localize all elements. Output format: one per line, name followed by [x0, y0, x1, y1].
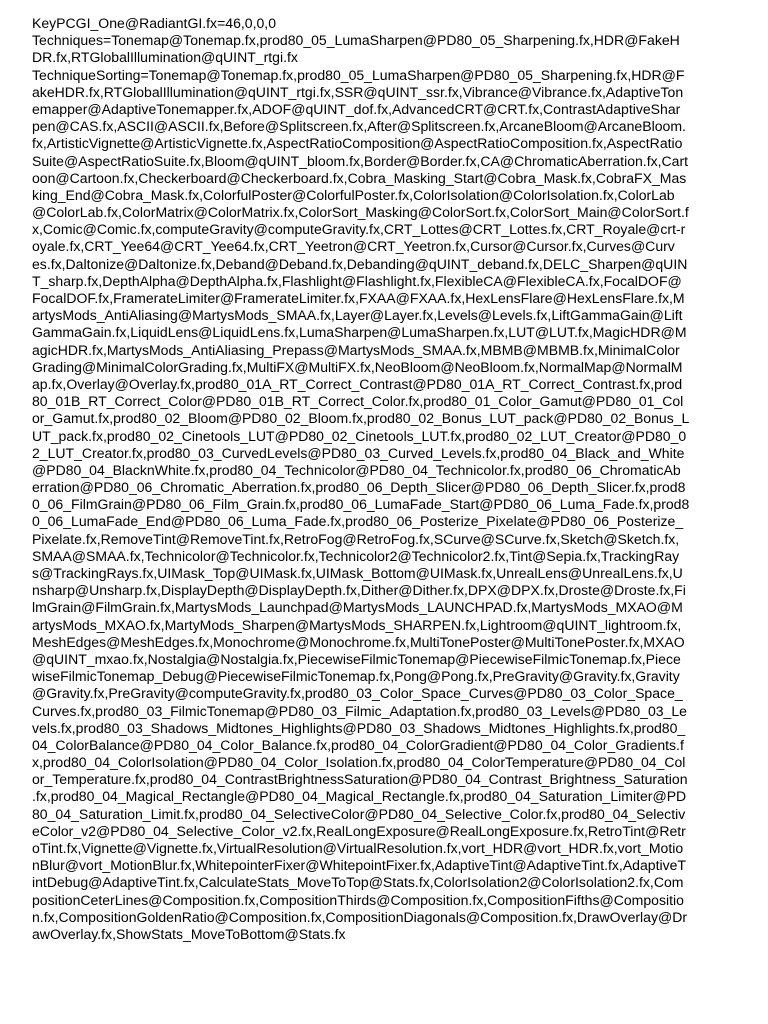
document-line: awOverlay.fx,ShowStats_MoveToBottom@Stats.fx	[32, 926, 346, 943]
document-line: artysMods_AntiAliasing@MartysMods_SMAA.fx,Layer@Layer.fx,Levels@Levels.fx,LiftGammaGain@Lift	[32, 308, 683, 325]
document-line: nBlur@vort_MotionBlur.fx,WhitepointerFixer@WhitepointFixer.fx,AdaptiveTint@AdaptiveTint.fx,AdaptiveT	[32, 858, 687, 875]
document-line: artysMods_MXAO.fx,MartyMods_Sharpen@MartysMods_SHARPEN.fx,Lightroom@qUINT_lightroom.fx,	[32, 617, 682, 634]
document-line: oTint.fx,Vignette@Vignette.fx,VirtualResolution@VirtualResolution.fx,vort_HDR@vort_HDR.fx,vort_Motio	[32, 841, 684, 857]
document-line: king_End@Cobra_Mask.fx,ColorfulPoster@ColorfulPoster.fx,ColorIsolation@ColorIsolation.fx,ColorLab	[32, 187, 675, 204]
document-line: .fx,prod80_04_Magical_Rectangle@PD80_04_Magical_Rectangle.fx,prod80_04_Saturation_Limiter@PD	[32, 789, 687, 806]
document-line: wiseFilmicTonemap_Debug@PiecewiseFilmicTonemap.fx,Pong@Pong.fx,PreGravity@Gravity.fx,Gravity	[32, 669, 680, 686]
document-line: KeyPCGI_One@RadiantGI.fx=46,0,0,0	[32, 16, 277, 32]
document-line: 04_ColorBalance@PD80_04_Color_Balance.fx,prod80_04_ColorGradient@PD80_04_Color_Gradients.f	[32, 737, 684, 754]
document-line: Pixelate.fx,RemoveTint@RemoveTint.fx,RetroFog@RetroFog.fx,SCurve@SCurve.fx,Sketch@Sketch.fx,	[32, 531, 680, 548]
document-line: T_sharp.fx,DepthAlpha@DepthAlpha.fx,Flashlight@Flashlight.fx,FlexibleCA@FlexibleCA.fx,FocalDOF@	[32, 273, 682, 290]
document-line: UT_pack.fx,prod80_02_Cinetools_LUT@PD80_02_Cinetools_LUT.fx,prod80_02_LUT_Creator@PD80_0	[32, 428, 687, 445]
document-line: 80_04_Saturation_Limit.fx,prod80_04_SelectiveColor@PD80_04_Selective_Color.fx,prod80_04_Selectiv	[32, 806, 686, 823]
document-line: FocalDOF.fx,FramerateLimiter@FramerateLimiter.fx,FXAA@FXAA.fx,HexLensFlare@HexLensFlare.fx,M	[32, 291, 685, 307]
document-line: Suite@AspectRatioSuite.fx,Bloom@qUINT_bloom.fx,Border@Border.fx,CA@ChromaticAberration.fx,Cart	[32, 153, 689, 170]
document-line: TechniqueSorting=Tonemap@Tonemap.fx,prod80_05_LumaSharpen@PD80_05_Sharpening.fx,HDR@F	[32, 67, 685, 84]
document-line: Grading@MinimalColorGrading.fx,MultiFX@MultiFX.fx,NeoBloom@NeoBloom.fx,NormalMap@NormalM	[32, 359, 683, 376]
document-line: es.fx,Daltonize@Daltonize.fx,Deband@Deband.fx,Debanding@qUINT_deband.fx,DELC_Sharpen@qUIN	[32, 256, 688, 273]
document-line: DR.fx,RTGlobalIllumination@qUINT_rtgi.fx	[32, 50, 298, 67]
document-text-block	[32, 16, 768, 944]
document-line: intDebug@AdaptiveTint.fx,CalculateStats_MoveToTop@Stats.fx,ColorIsolation2@ColorIsolation2.fx,Com	[32, 875, 684, 892]
document-line: Techniques=Tonemap@Tonemap.fx,prod80_05_LumaSharpen@PD80_05_Sharpening.fx,HDR@FakeH	[32, 33, 680, 50]
document-line: oyale.fx,CRT_Yee64@CRT_Yee64.fx,CRT_Yeetron@CRT_Yeetron.fx,Cursor@Cursor.fx,Curves@Curv	[32, 239, 675, 256]
document-line: 80_01B_RT_Correct_Color@PD80_01B_RT_Correct_Color.fx,prod80_01_Color_Gamut@PD80_01_Col	[32, 394, 684, 411]
document-line: @qUINT_mxao.fx,Nostalgia@Nostalgia.fx,PiecewiseFilmicTonemap@PiecewiseFilmicTonemap.fx,Piece	[32, 651, 681, 668]
document-line: agicHDR.fx,MartysMods_AntiAliasing_Prepass@MartysMods_SMAA.fx,MBMB@MBMB.fx,MinimalColor	[32, 342, 680, 359]
document-line: nsharp@Unsharp.fx,DisplayDepth@DisplayDepth.fx,Dither@Dither.fx,DPX@DPX.fx,Droste@Droste.fx,Fi	[32, 583, 686, 600]
document-line: Curves.fx,prod80_03_FilmicTonemap@PD80_03_Filmic_Adaptation.fx,prod80_03_Levels@PD80_03_Le	[32, 703, 687, 720]
document-line: or_Temperature.fx,prod80_04_ContrastBrightnessSaturation@PD80_04_Contrast_Brightness_Saturation	[32, 772, 688, 789]
document-line: or_Gamut.fx,prod80_02_Bloom@PD80_02_Bloom.fx,prod80_02_Bonus_LUT_pack@PD80_02_Bonus_L	[32, 411, 690, 428]
document-line: oon@Cartoon.fx,Checkerboard@Checkerboard.fx,Cobra_Masking_Start@Cobra_Mask.fx,CobraFX_Mas	[32, 170, 687, 187]
document-line: s@TrackingRays.fx,UIMask_Top@UIMask.fx,UIMask_Bottom@UIMask.fx,UnrealLens@UnrealLens.fx,U	[32, 566, 683, 582]
document-line: fx,ArtisticVignette@ArtisticVignette.fx,AspectRatioComposition@AspectRatioComposition.fx,AspectRatio	[32, 136, 683, 153]
document-line: GammaGain.fx,LiquidLens@LiquidLens.fx,LumaSharpen@LumaSharpen.fx,LUT@LUT.fx,MagicHDR@M	[32, 325, 687, 342]
document-line: positionCeterLines@Composition.fx,CompositionThirds@Composition.fx,CompositionFifths@Compositio	[32, 892, 684, 909]
document-line: akeHDR.fx,RTGlobalIllumination@qUINT_rtgi.fx,SSR@qUINT_ssr.fx,Vibrance@Vibrance.fx,AdaptiveTon	[32, 84, 684, 101]
document-line: x,Comic@Comic.fx,computeGravity@computeGravity.fx,CRT_Lottes@CRT_Lottes.fx,CRT_Royale@crt-r	[32, 222, 686, 239]
document-line: 0_06_LumaFade_End@PD80_06_Luma_Fade.fx,prod80_06_Posterize_Pixelate@PD80_06_Posterize_	[32, 514, 684, 531]
document-line: n.fx,CompositionGoldenRatio@Composition.fx,CompositionDiagonals@Composition.fx,DrawOverlay@Dr	[32, 909, 688, 926]
document-line: emapper@AdaptiveTonemapper.fx,ADOF@qUINT_dof.fx,AdvancedCRT@CRT.fx,ContrastAdaptiveShar	[32, 101, 681, 118]
document-line: @ColorLab.fx,ColorMatrix@ColorMatrix.fx,ColorSort_Masking@ColorSort.fx,ColorSort_Main@ColorSort.f	[32, 205, 689, 222]
document-line: lmGrain@FilmGrain.fx,MartysMods_Launchpad@MartysMods_LAUNCHPAD.fx,MartysMods_MXAO@M	[32, 600, 683, 617]
document-line: @Gravity.fx,PreGravity@computeGravity.fx,prod80_03_Color_Space_Curves@PD80_03_Color_Space_	[32, 686, 683, 703]
document-line: SMAA@SMAA.fx,Technicolor@Technicolor.fx,Technicolor2@Technicolor2.fx,Tint@Sepia.fx,TrackingRay	[32, 548, 680, 565]
document-line: @PD80_04_BlacknWhite.fx,prod80_04_Technicolor@PD80_04_Technicolor.fx,prod80_06_ChromaticAb	[32, 462, 681, 479]
document-line: 0_06_FilmGrain@PD80_06_Film_Grain.fx,prod80_06_LumaFade_Start@PD80_06_Luma_Fade.fx,prod8	[32, 497, 690, 514]
document-line: erration@PD80_06_Chromatic_Aberration.fx,prod80_06_Depth_Slicer@PD80_06_Depth_Slicer.fx,prod8	[32, 480, 686, 497]
document-line: vels.fx,prod80_03_Shadows_Midtones_Highlights@PD80_03_Shadows_Midtones_Highlights.fx,prod80_	[32, 720, 686, 737]
document-line: x,prod80_04_ColorIsolation@PD80_04_Color_Isolation.fx,prod80_04_ColorTemperature@PD80_04_Col	[32, 755, 686, 772]
document-line: eColor_v2@PD80_04_Selective_Color_v2.fx,RealLongExposure@RealLongExposure.fx,RetroTint@Retr	[32, 823, 686, 840]
document-line: ap.fx,Overlay@Overlay.fx,prod80_01A_RT_Correct_Contrast@PD80_01A_RT_Correct_Contrast.fx,prod	[32, 376, 683, 393]
document-line: MeshEdges@MeshEdges.fx,Monochrome@Monochrome.fx,MultiTonePoster@MultiTonePoster.fx,MXAO	[32, 634, 685, 651]
document-line: pen@CAS.fx,ASCII@ASCII.fx,Before@Splitscreen.fx,After@Splitscreen.fx,ArcaneBloom@ArcaneBloom.	[32, 119, 686, 136]
document-line: 2_LUT_Creator.fx,prod80_03_CurvedLevels@PD80_03_Curved_Levels.fx,prod80_04_Black_and_White	[32, 445, 685, 462]
